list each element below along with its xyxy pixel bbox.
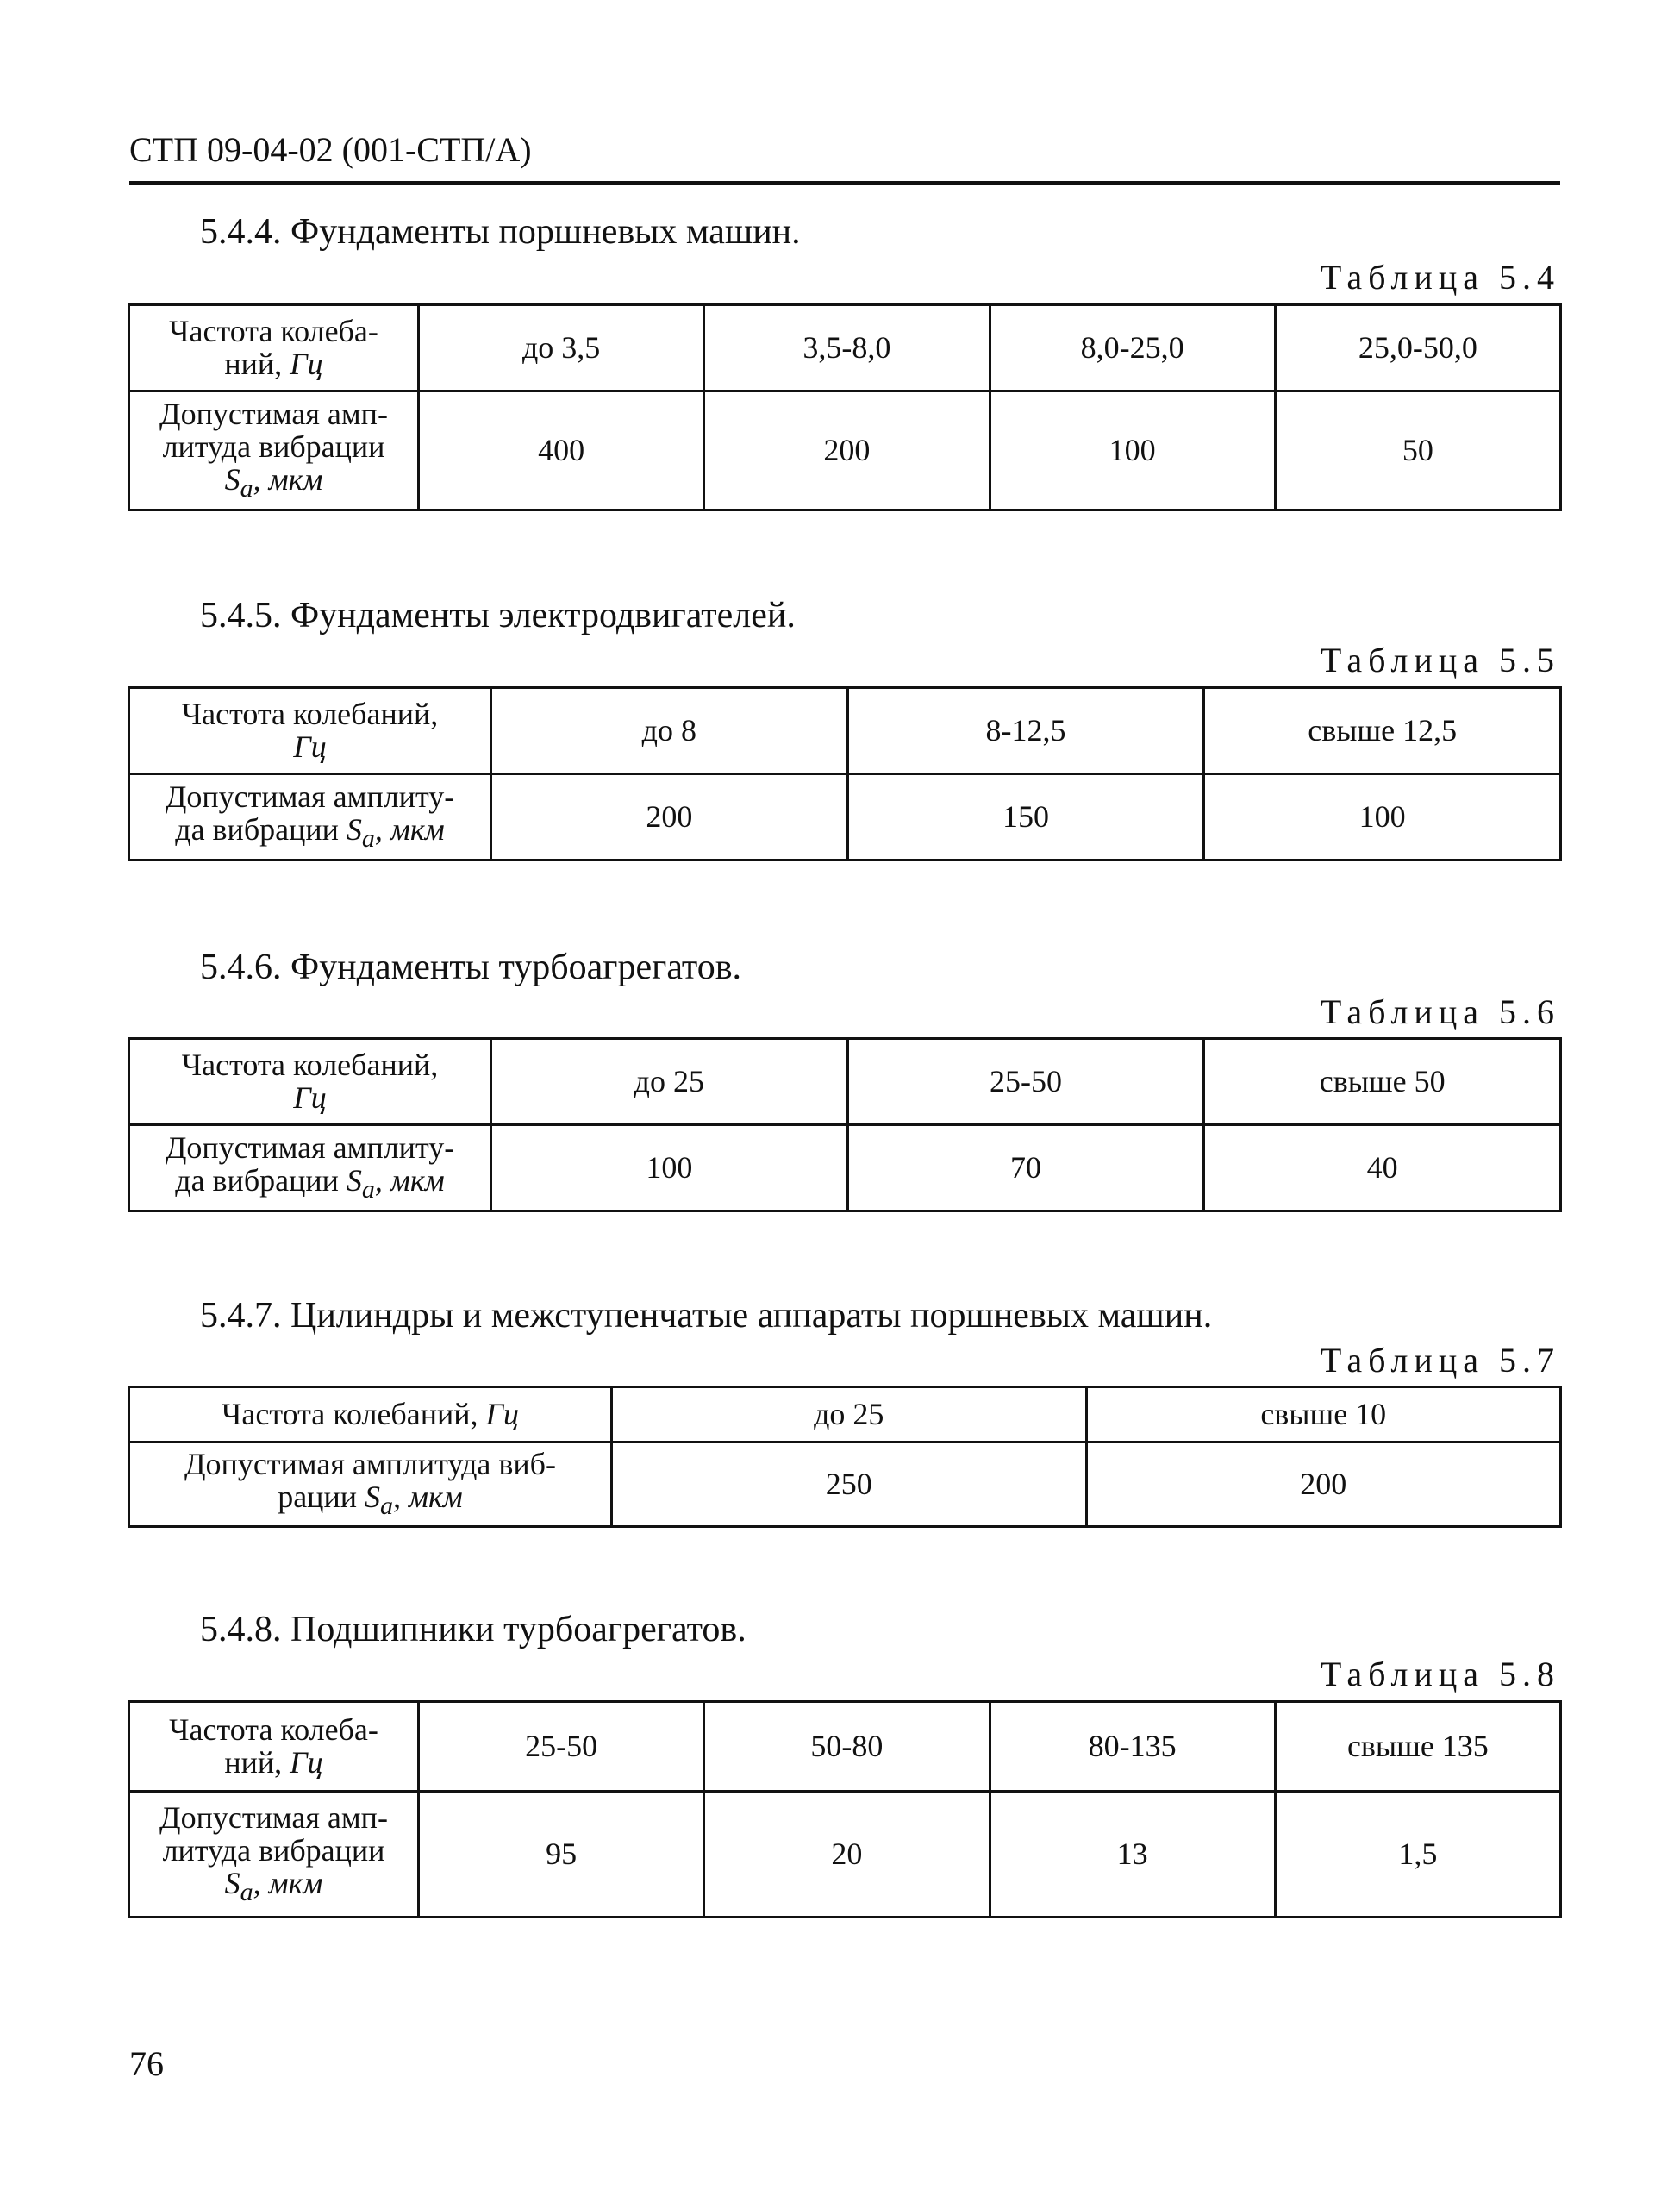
amplitude-cell: 400 [419,391,704,510]
frequency-cell: 25,0-50,0 [1275,305,1560,391]
frequency-row [129,1039,1561,1125]
amplitude-label: Допустимая амплиту- [165,779,455,815]
amplitude-subscript: a [379,1492,393,1521]
amplitude-row [129,774,1561,860]
frequency-cell: 3,5-8,0 [704,305,990,391]
amplitude-subscript: a [240,1878,253,1907]
frequency-cell: до 8 [491,688,848,774]
amplitude-row [129,391,1561,510]
document-code: СТП 09-04-02 (001-СТП/А) [129,130,532,169]
amplitude-cell: 70 [847,1125,1204,1211]
frequency-cell: до 25 [612,1387,1087,1442]
frequency-label-cont: ний, [224,1744,283,1780]
amplitude-header [129,1792,419,1918]
amplitude-label: Допустимая амп- [159,1800,388,1836]
amplitude-header [129,1442,612,1527]
amplitude-subscript: a [361,824,375,854]
amplitude-variable: S [346,1163,362,1198]
frequency-row [129,305,1561,391]
table-label-5-6: Таблица 5.6 [1320,992,1560,1031]
amplitude-unit: , мкм [392,1480,463,1515]
amplitude-cell: 200 [704,391,990,510]
frequency-cell: свыше 12,5 [1204,688,1561,774]
amplitude-cell: 1,5 [1275,1792,1560,1918]
table-5-4 [128,303,1562,511]
page-number: 76 [129,2044,164,2083]
frequency-cell: 8,0-25,0 [990,305,1275,391]
section-title-5-4-8: 5.4.8. Подшипники турбоагрегатов. [200,1610,746,1649]
frequency-cell: 80-135 [990,1702,1275,1792]
amplitude-label-cont: рации [278,1480,357,1515]
section-title-5-4-7: 5.4.7. Цилиндры и межступенчатые аппараты поршневых машин. [200,1296,1213,1336]
amplitude-cell: 100 [1204,774,1561,860]
table-5-6 [128,1037,1562,1212]
section-title-5-4-5: 5.4.5. Фундаменты электродвигателей. [200,596,796,635]
frequency-row [129,1387,1561,1442]
amplitude-cell: 95 [419,1792,704,1918]
frequency-cell: до 25 [491,1039,848,1125]
frequency-label: Частота колебаний, [181,696,439,731]
amplitude-label-cont: литуда вибрации [162,1833,385,1868]
table-label-5-8: Таблица 5.8 [1320,1655,1560,1693]
amplitude-row [129,1442,1561,1527]
frequency-cell: 8-12,5 [847,688,1204,774]
amplitude-label: Допустимая амп- [159,397,388,432]
frequency-cell: 25-50 [847,1039,1204,1125]
amplitude-header [129,1125,491,1211]
amplitude-cell: 100 [990,391,1275,510]
frequency-unit: Гц [293,1079,327,1115]
amplitude-variable: S [346,812,362,848]
amplitude-cell: 40 [1204,1125,1561,1211]
frequency-header [129,1387,612,1442]
section-title-5-4-6: 5.4.6. Фундаменты турбоагрегатов. [200,948,742,987]
frequency-header [129,1039,491,1125]
amplitude-subscript: a [361,1175,375,1204]
amplitude-label: Допустимая амплитуда виб- [184,1447,556,1482]
amplitude-cell: 250 [612,1442,1087,1527]
amplitude-cell: 150 [847,774,1204,860]
frequency-cell: свыше 50 [1204,1039,1561,1125]
table-5-5 [128,686,1562,861]
frequency-cell: свыше 135 [1275,1702,1560,1792]
amplitude-cell: 200 [491,774,848,860]
amplitude-unit: , мкм [374,1163,445,1198]
table-5-8 [128,1700,1562,1918]
frequency-row [129,688,1561,774]
amplitude-variable: S [364,1480,380,1515]
frequency-header [129,688,491,774]
amplitude-subscript: a [240,474,253,504]
amplitude-cell: 200 [1086,1442,1561,1527]
frequency-unit: Гц [290,346,323,381]
amplitude-row [129,1792,1561,1918]
frequency-unit: Гц [290,1744,323,1780]
table-5-7 [128,1386,1562,1528]
table-label-5-7: Таблица 5.7 [1320,1341,1560,1380]
amplitude-unit: , мкм [374,812,445,848]
amplitude-cell: 100 [491,1125,848,1211]
frequency-label: Частота колеба- [169,313,378,348]
amplitude-cell: 13 [990,1792,1275,1918]
amplitude-row [129,1125,1561,1211]
header-rule [129,181,1560,185]
amplitude-label-cont: да вибрации [175,812,339,848]
amplitude-header [129,391,419,510]
table-label-5-5: Таблица 5.5 [1320,641,1560,679]
frequency-cell: 25-50 [419,1702,704,1792]
amplitude-header [129,774,491,860]
frequency-header [129,305,419,391]
frequency-cell: 50-80 [704,1702,990,1792]
frequency-unit: Гц [293,729,327,764]
frequency-label: Частота колебаний, [181,1047,439,1082]
amplitude-cell: 20 [704,1792,990,1918]
frequency-row [129,1702,1561,1792]
frequency-header [129,1702,419,1792]
frequency-label-cont: ний, [224,346,283,381]
amplitude-label: Допустимая амплиту- [165,1130,455,1166]
frequency-cell: свыше 10 [1086,1387,1561,1442]
amplitude-label-cont: да вибрации [175,1163,339,1198]
frequency-cell: до 3,5 [419,305,704,391]
amplitude-label-cont: литуда вибрации [162,429,385,465]
amplitude-variable: S [224,461,240,497]
frequency-label: Частота колеба- [169,1711,378,1747]
frequency-unit: Гц [485,1396,519,1431]
amplitude-unit: , мкм [253,461,323,497]
amplitude-variable: S [224,1865,240,1900]
table-label-5-4: Таблица 5.4 [1320,258,1560,297]
amplitude-unit: , мкм [253,1865,323,1900]
amplitude-cell: 50 [1275,391,1560,510]
section-title-5-4-4: 5.4.4. Фундаменты поршневых машин. [200,212,801,252]
frequency-label: Частота колебаний, [222,1396,478,1431]
